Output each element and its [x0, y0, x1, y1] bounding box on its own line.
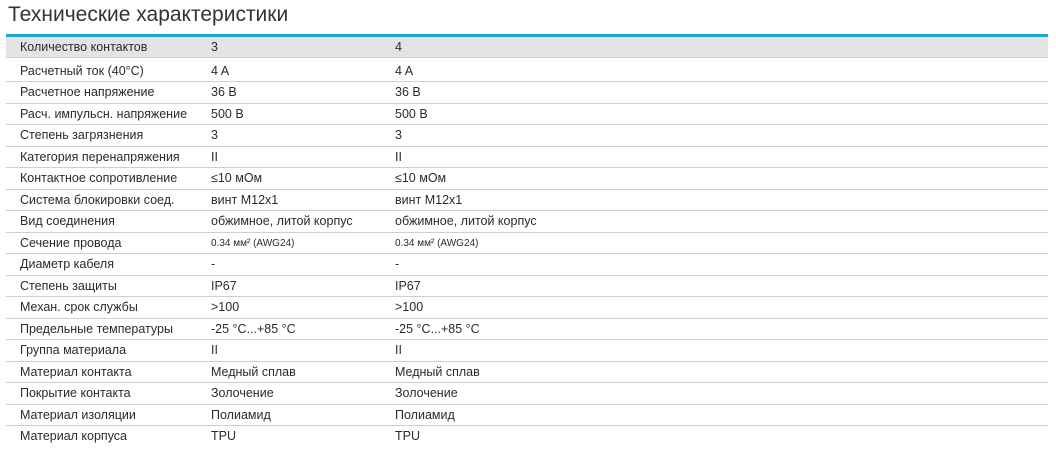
row-value-1: 4 A: [211, 63, 230, 78]
row-label: Материал изоляции: [20, 407, 136, 422]
table-row: [6, 104, 1048, 126]
row-label: Расчетный ток (40°C): [20, 63, 144, 78]
row-value-2: обжимное, литой корпус: [395, 214, 537, 228]
row-value-1: ≤10 мОм: [211, 171, 263, 185]
table-row: [6, 362, 1048, 384]
row-label: Покрытие контакта: [20, 386, 131, 400]
row-value-2: TPU: [395, 429, 420, 443]
table-row: [6, 190, 1048, 212]
row-value-1: TPU: [211, 429, 236, 443]
row-value-1: 3: [211, 128, 218, 142]
row-label: Степень загрязнения: [20, 128, 144, 142]
row-value-2: Полиамид: [395, 407, 455, 422]
row-value-2: винт M12x1: [395, 192, 463, 207]
row-label: Материал корпуса: [20, 429, 128, 443]
row-value-1: -: [211, 257, 216, 271]
row-label: Система блокировки соед.: [20, 192, 175, 207]
row-value-2: >100: [395, 300, 424, 314]
table-row: [6, 297, 1048, 319]
table-row: [6, 211, 1048, 233]
row-label: Материал контакта: [20, 364, 132, 379]
row-value-2: Медный сплав: [395, 364, 480, 379]
row-label: Расчетное напряжение: [20, 85, 155, 99]
row-label: Расч. импульсн. напряжение: [20, 106, 188, 121]
row-value-2: II: [395, 343, 402, 357]
table-row: [6, 276, 1048, 298]
header-value-2: 4: [395, 40, 402, 54]
row-value-2: Золочение: [395, 386, 458, 400]
row-value-1: Золочение: [211, 386, 274, 400]
row-value-2: -: [395, 257, 400, 271]
row-value-1: Медный сплав: [211, 364, 296, 379]
row-value-1: обжимное, литой корпус: [211, 214, 353, 228]
row-value-1: II: [211, 149, 218, 164]
row-value-2: ≤10 мОм: [395, 171, 447, 185]
table-row: [6, 405, 1048, 427]
header-value-1: 3: [211, 40, 218, 54]
row-value-1: II: [211, 343, 218, 357]
row-value-1: IP67: [211, 278, 237, 293]
row-value-1: Полиамид: [211, 407, 271, 422]
row-label: Предельные температуры: [20, 321, 173, 336]
row-value-2: 4 A: [395, 63, 414, 78]
row-value-1: 0.34 мм² (AWG24): [211, 237, 295, 249]
table-row: [6, 426, 1048, 448]
row-label: Механ. срок службы: [20, 300, 138, 314]
row-value-2: IP67: [395, 278, 421, 293]
row-value-2: 3: [395, 128, 402, 142]
row-value-1: винт M12x1: [211, 192, 279, 207]
row-value-1: 500 B: [211, 106, 244, 121]
row-label: Группа материала: [20, 343, 127, 357]
table-header-row: [6, 37, 1048, 58]
row-value-1: >100: [211, 300, 240, 314]
row-value-2: 36 B: [395, 85, 421, 99]
table-row: [6, 61, 1048, 83]
row-value-2: 0.34 мм² (AWG24): [395, 237, 479, 249]
row-label: Диаметр кабеля: [20, 257, 114, 271]
table-row: [6, 340, 1048, 362]
specs-table: [6, 37, 1048, 448]
row-label: Категория перенапряжения: [20, 149, 180, 164]
page-title: Технические характеристики: [8, 3, 289, 26]
row-value-1: 36 B: [211, 85, 237, 99]
table-row: [6, 233, 1048, 255]
table-row: [6, 319, 1048, 341]
table-row: [6, 383, 1048, 405]
row-label: Вид соединения: [20, 214, 115, 228]
row-label: Сечение провода: [20, 235, 122, 250]
header-label: Количество контактов: [20, 40, 148, 54]
row-value-2: 500 B: [395, 106, 428, 121]
row-value-2: II: [395, 149, 402, 164]
table-row: [6, 254, 1048, 276]
table-row: [6, 125, 1048, 147]
table-row: [6, 147, 1048, 169]
table-row: [6, 82, 1048, 104]
table-row: [6, 168, 1048, 190]
row-value-2: -25 °C...+85 °C: [395, 321, 480, 336]
row-value-1: -25 °C...+85 °C: [211, 321, 296, 336]
row-label: Контактное сопротивление: [20, 171, 178, 185]
row-label: Степень защиты: [20, 278, 117, 293]
